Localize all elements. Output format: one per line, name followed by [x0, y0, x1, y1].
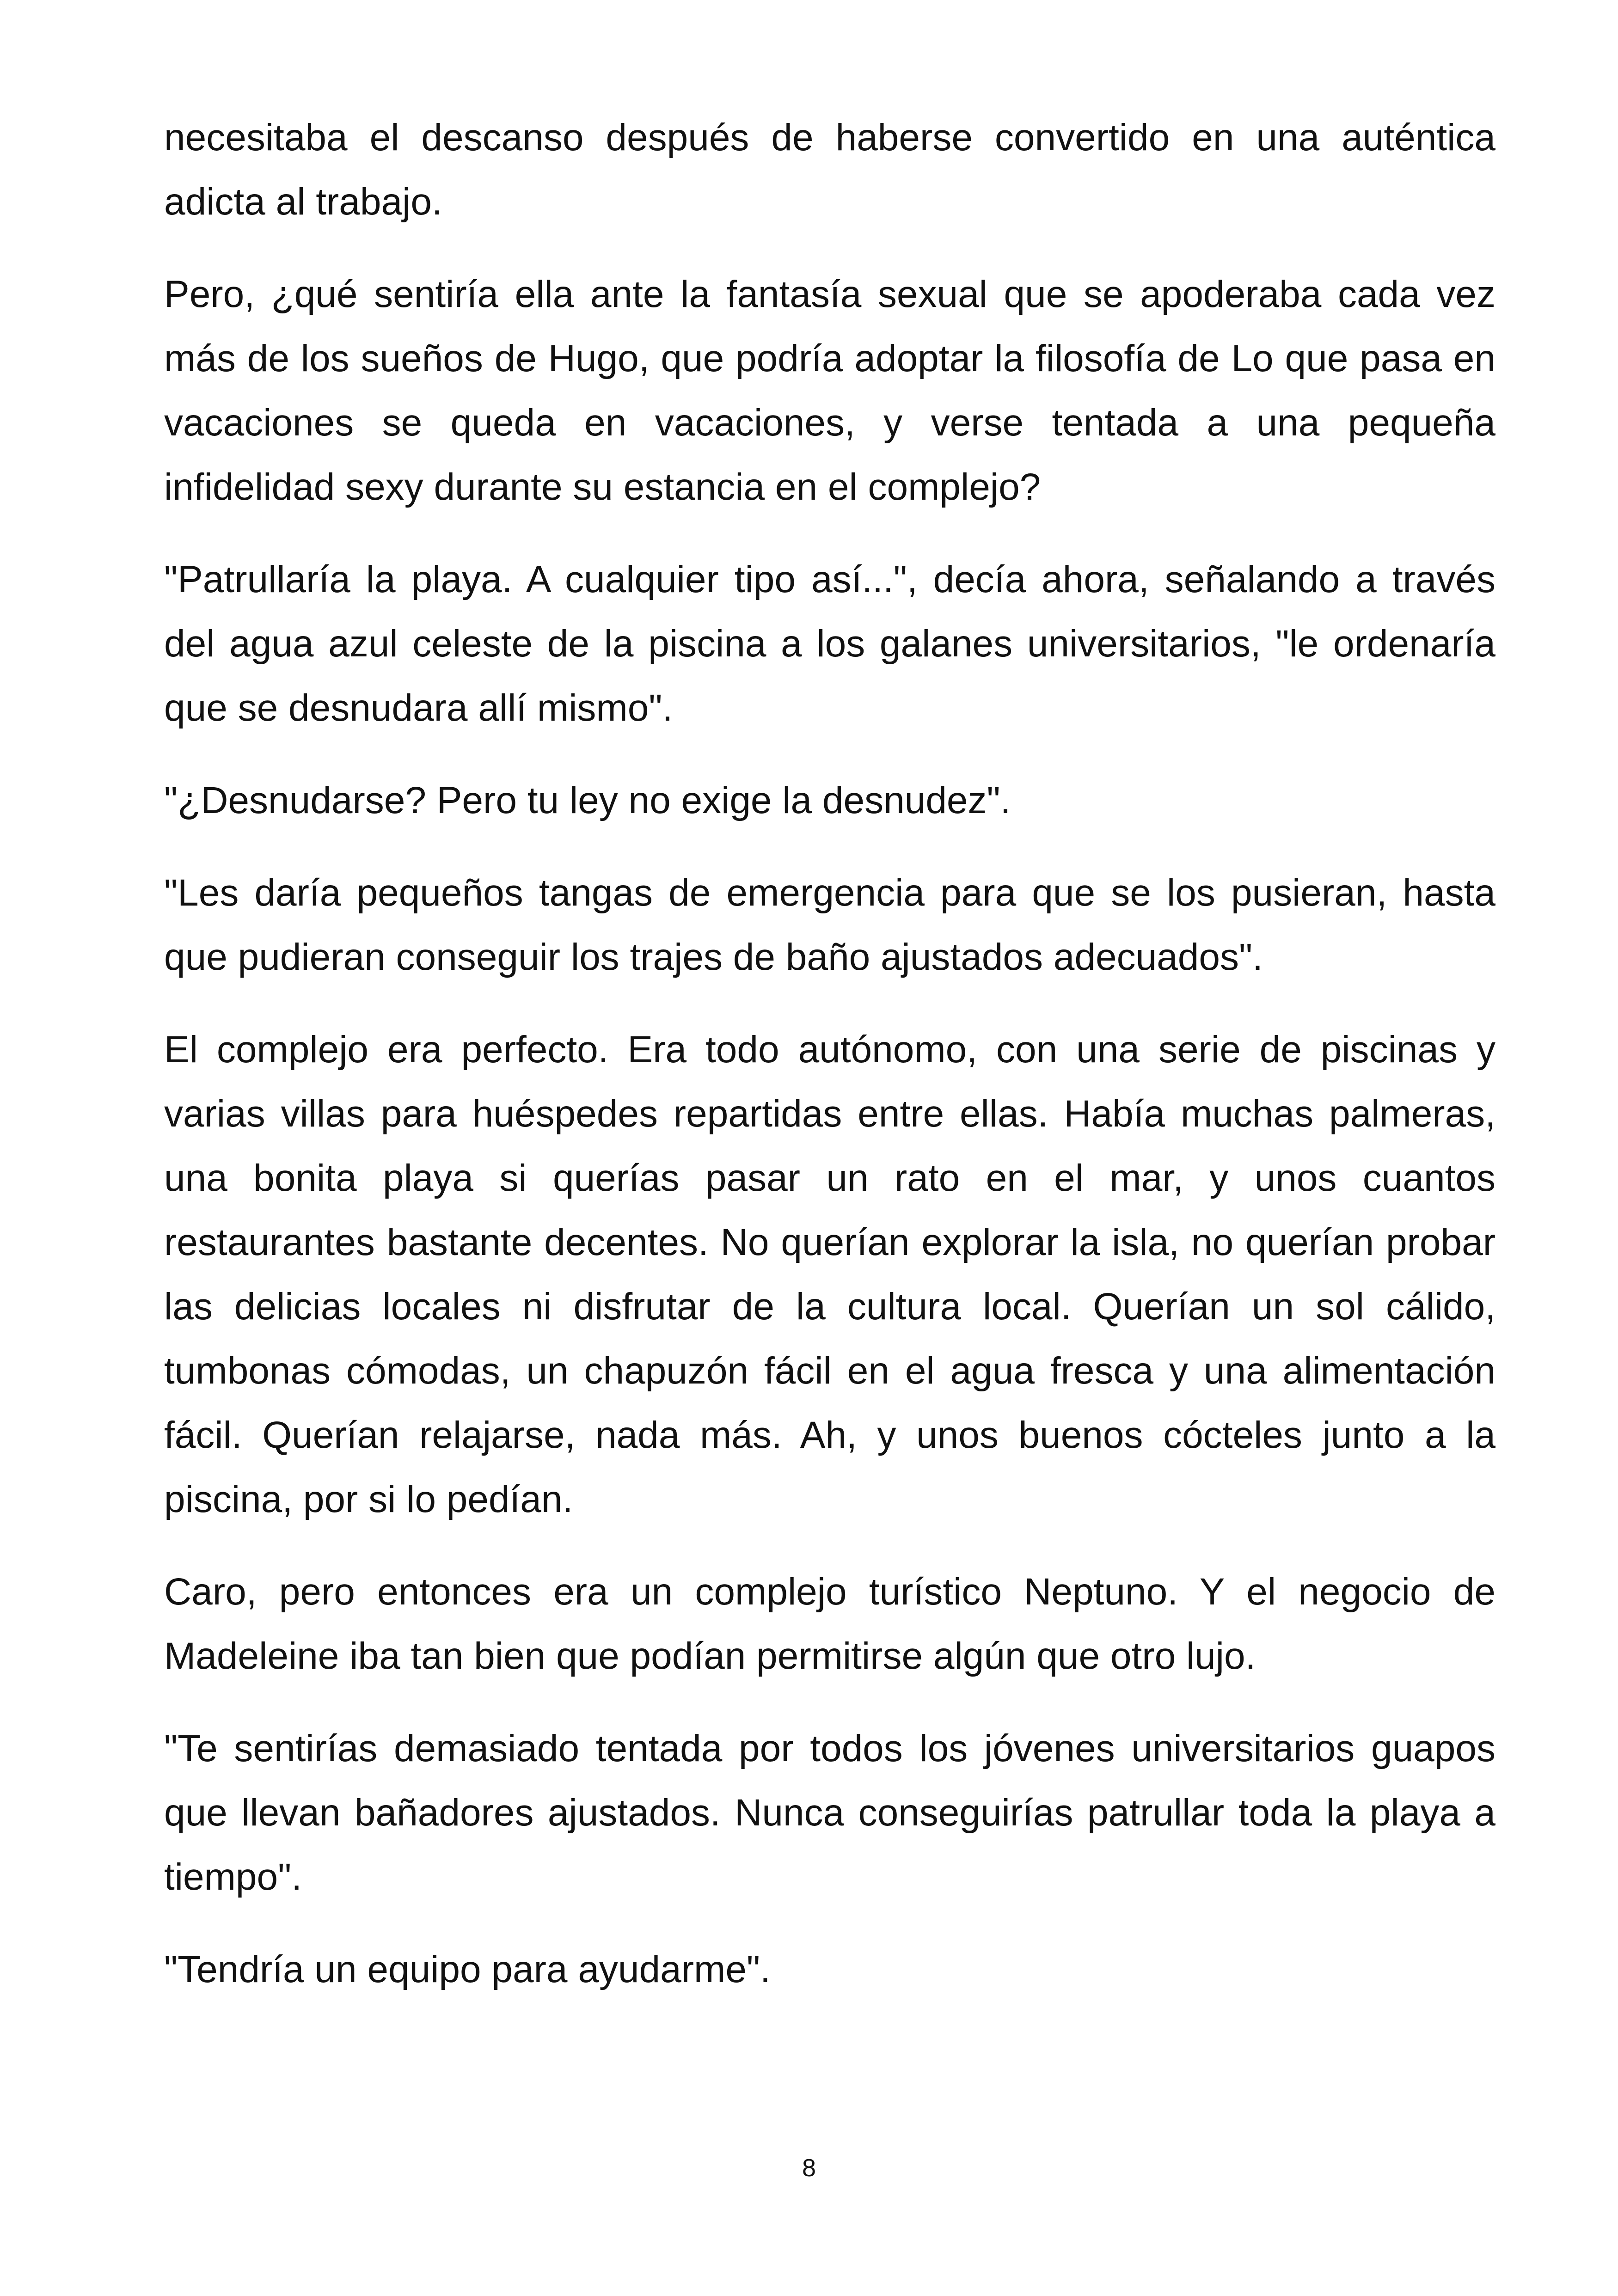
- paragraph-1: necesitaba el descanso después de haberse convertido en una auténtica adicta al trabajo.: [164, 116, 1495, 223]
- page-number: 8: [802, 2154, 816, 2182]
- paragraph-2: Pero, ¿qué sentiría ella ante la fantasía sexual que se apoderaba cada vez más de los sueños de Hugo, que podría adoptar la filosofía de Lo que pasa en vacaciones se queda en vacaciones, y verse tentada a una pequeña infidelidad sexy durante su estancia en el complejo?: [164, 273, 1495, 508]
- paragraph-5: "Les daría pequeños tangas de emergencia para que se los pusieran, hasta que pudieran conseguir los trajes de baño ajustados adecuados".: [164, 872, 1495, 978]
- paragraph-9: "Tendría un equipo para ayudarme".: [164, 1948, 771, 1990]
- paragraph-3: "Patrullaría la playa. A cualquier tipo así...", decía ahora, señalando a través del agua azul celeste de la piscina a los galanes universitarios, "le ordenaría que se desnudara allí mismo".: [164, 558, 1495, 729]
- paragraph-7: Caro, pero entonces era un complejo turístico Neptuno. Y el negocio de Madeleine iba tan bien que podían permitirse algún que otro lujo.: [164, 1571, 1495, 1677]
- paragraph-6: El complejo era perfecto. Era todo autónomo, con una serie de piscinas y varias villas para huéspedes repartidas entre ellas. Había muchas palmeras, una bonita playa si querías pasar un rato en el mar, y unos cuantos restaurantes bastante decentes. No querían explorar la isla, no querían probar las delicias locales ni disfrutar de la cultura local. Querían un sol cálido, tumbonas cómodas, un chapuzón fácil en el agua fresca y una alimentación fácil. Querían relajarse, nada más. Ah, y unos buenos cócteles junto a la piscina, por si lo pedían.: [164, 1029, 1495, 1520]
- paragraph-4: "¿Desnudarse? Pero tu ley no exige la desnudez".: [164, 779, 1011, 821]
- paragraph-8: "Te sentirías demasiado tentada por todos los jóvenes universitarios guapos que llevan bañadores ajustados. Nunca conseguirías patrullar toda la playa a tiempo".: [164, 1727, 1495, 1898]
- body-text: [164, 105, 1495, 2030]
